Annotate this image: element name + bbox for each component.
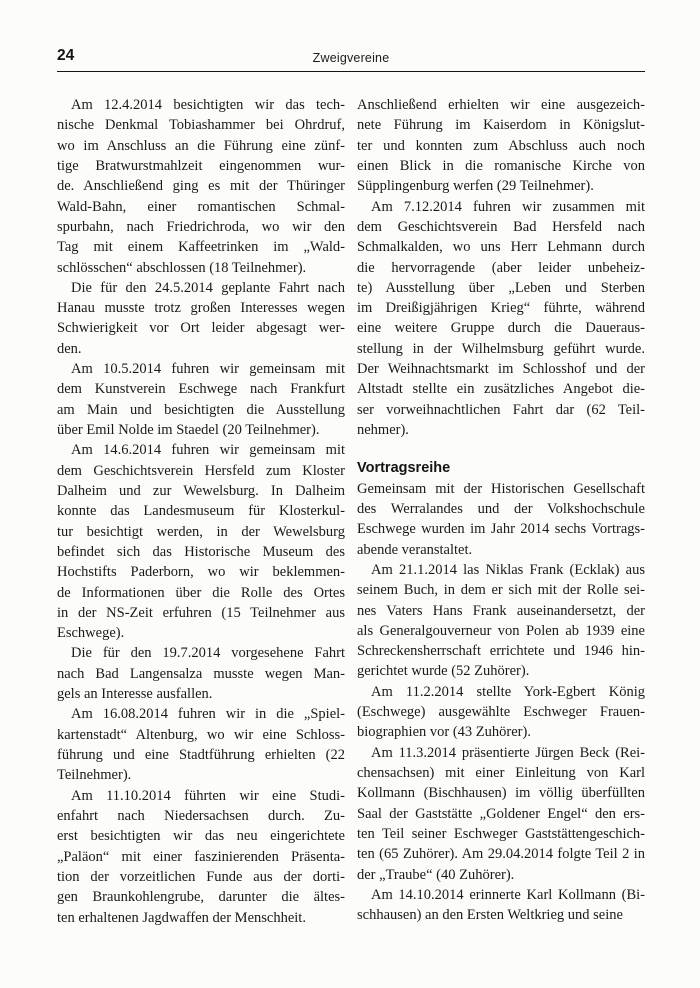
page-number: 24	[57, 47, 75, 64]
text-line: Am 16.08.2014 fuhren wir in die „Spiel-	[71, 706, 345, 723]
text-line: Am 14.6.2014 fuhren wir gemeinsam mit	[71, 442, 345, 459]
text-line: Am 11.3.2014 präsentierte Jürgen Beck (Rei-	[371, 744, 645, 761]
text-line: Der Weihnachtsmarkt im Schlosshof und der	[357, 361, 645, 378]
text-line: der „Traube“ (40 Zuhörer).	[357, 866, 515, 883]
text-line: seinem Buch, in dem er sich mit der Rolle sei-	[357, 582, 645, 599]
text-line: Die für den 19.7.2014 vorgesehene Fahrt	[71, 645, 345, 662]
text-line: den.	[57, 340, 82, 357]
text-line: Schmalkalden, wo uns Herr Lehmann durch	[357, 239, 645, 256]
text-line: Tag mit einem Kaffeetrinken im „Wald-	[57, 239, 345, 256]
text-line: Am 14.10.2014 erinnerte Karl Kollmann (Bi-	[371, 886, 645, 903]
text-line: befindet sich das Historische Museum des	[57, 543, 345, 560]
text-line: de. Anschließend ging es mit der Thüringer	[57, 178, 345, 195]
text-line: Wald-Bahn, einer romantischen Schmal-	[57, 198, 345, 215]
text-line: nach Bad Langensalza musste wegen Man-	[57, 665, 345, 682]
text-line: Schreckensherrschaft errichtete und 1946 hin-	[357, 643, 645, 660]
text-line: stellung in der Wilhelmsburg geführt wurde.	[357, 340, 645, 357]
text-line: tur besichtigt werden, in der Wewelsburg	[57, 523, 345, 540]
text-line: „Paläon“ mit einer faszinierenden Präsenta-	[57, 848, 345, 865]
page-header	[57, 47, 645, 67]
right-column	[357, 95, 645, 928]
text-line: gerichtet wurde (52 Zuhörer).	[357, 663, 530, 680]
text-line: Dalheim und zur Wewelsburg. In Dalheim	[57, 482, 345, 499]
text-line: ser vorweihnachtlichen Fahrt dar (62 Teil-	[357, 401, 645, 418]
text-line: biographien vor (43 Zuhörer).	[357, 724, 531, 741]
text-line: Am 12.4.2014 besichtigten wir das tech-	[71, 97, 345, 113]
text-line: nische Denkmal Tobiashammer bei Ohrdruf,	[57, 117, 345, 134]
text-line: wo im Anschluss an die Führung eine zünf-	[57, 137, 345, 154]
text-line: abende veranstaltet.	[357, 541, 473, 558]
text-line: te) Ausstellung über „Leben und Sterben	[357, 279, 645, 296]
text-line: tige Bratwurstmahlzeit eingenommen wur-	[57, 157, 345, 174]
text-line: Am 10.5.2014 fuhren wir gemeinsam mit	[71, 361, 345, 378]
text-line: ter und konnten zum Abschluss auch noch	[357, 137, 645, 154]
left-column	[57, 95, 345, 928]
text-line: Hanau musste trotz großen Interesses wegen	[57, 300, 345, 317]
text-line: ten (65 Zuhörer). Am 29.04.2014 folgte Teil 2 in	[357, 846, 645, 863]
header-rule	[57, 71, 645, 72]
text-line: Am 11.2.2014 stellte York-Egbert König	[371, 683, 645, 700]
text-line: Kollmann (Bischhausen) im völlig überfüllten	[357, 785, 645, 802]
text-line: des Werralandes und der Volkshochschule	[357, 500, 645, 517]
text-line: Eschwege).	[57, 625, 125, 642]
text-line: in der NS-Zeit erfuhren (15 Teilnehmer aus	[57, 604, 345, 621]
text-line: kartenstadt“ Altenburg, wo wir eine Schloss-	[57, 726, 345, 743]
running-head-title: Zweigvereine	[312, 51, 390, 65]
text-line: erst besichtigten wir das neu eingerichtete	[57, 828, 345, 845]
text-line: Gemeinsam mit der Historischen Gesellschaft	[357, 480, 645, 497]
text-line: tion der vorzeitlichen Funde aus der dorti-	[57, 868, 345, 885]
text-line: schhausen) an den Ersten Weltkrieg und seine	[357, 907, 623, 924]
text-line: Anschließend erhielten wir eine ausgezeich-	[357, 97, 645, 113]
text-line: Eschwege wurden im Jahr 2014 sechs Vortrags-	[357, 521, 645, 538]
text-line: am Main und besichtigten die Ausstellung	[57, 401, 345, 418]
text-line: Süpplingenburg werfen (29 Teilnehmer).	[357, 178, 594, 195]
text-line: als Generalgouverneur von Polen ab 1939 eine	[357, 622, 645, 639]
text-line: Saal der Gaststätte „Goldener Engel“ den ers-	[357, 805, 645, 822]
text-line: nete Führung im Kaiserdom in Königslut-	[357, 117, 645, 134]
section-gap	[357, 440, 645, 458]
text-line: Altstadt stellte ein zusätzliches Angebot die-	[357, 381, 645, 398]
text-line: die hervorragende (aber leider unbeheiz-	[357, 259, 645, 276]
text-line: Teilnehmer).	[57, 767, 132, 784]
text-line: de Informationen über die Rolle des Ortes	[57, 584, 345, 601]
text-line: einen Blick in die romanische Kirche von	[357, 157, 645, 174]
text-line: ten Teil seiner Eschweger Gaststättengeschich-	[357, 825, 645, 842]
two-column-text	[57, 95, 645, 928]
text-line: konnte das Landesmuseum für Klosterkul-	[57, 503, 345, 520]
text-line: nes Vaters Hans Frank auseinandersetzt, der	[357, 602, 645, 619]
text-line: dem Kunstverein Eschwege nach Frankfurt	[57, 381, 345, 398]
text-line: führung und eine Stadtführung erhielten (22	[57, 747, 345, 763]
text-line: Am 21.1.2014 las Niklas Frank (Ecklak) aus	[371, 561, 645, 578]
text-line: gels an Interesse ausfallen.	[57, 686, 213, 703]
text-line: eine weitere Gruppe durch die Daueraus-	[357, 320, 645, 337]
text-line: schlösschen“ abschlossen (18 Teilnehmer).	[57, 259, 307, 276]
text-line: Hochstifts Paderborn, wo wir beklemmen-	[57, 564, 345, 581]
text-line: gen Braunkohlengrube, darunter die ältes-	[57, 889, 345, 906]
text-line: dem Geschichtsverein Hersfeld zum Kloster	[57, 462, 345, 479]
text-line: dem Geschichtsverein Bad Hersfeld nach	[357, 218, 645, 235]
text-line: ten erhaltenen Jagdwaffen der Menschheit.	[57, 909, 306, 926]
text-line: Die für den 24.5.2014 geplante Fahrt nach	[71, 279, 345, 296]
text-line: über Emil Nolde im Staedel (20 Teilnehmer).	[57, 422, 320, 438]
text-line: Schwierigkeit vor Ort leider abgesagt wer-	[57, 320, 345, 337]
text-line: Am 11.10.2014 führten wir eine Studi-	[71, 787, 345, 804]
text-line: (Eschwege) ausgewählte Eschweger Frauen-	[357, 704, 645, 721]
text-line: enfahrt nach Niedersachsen durch. Zu-	[57, 807, 345, 824]
text-line: nehmer).	[357, 422, 409, 438]
text-line: Am 7.12.2014 fuhren wir zusammen mit	[371, 198, 645, 215]
text-line: spurbahn, nach Friedrichroda, wo wir den	[57, 218, 345, 235]
section-heading: Vortragsreihe	[357, 460, 451, 477]
text-line: im Dreißigjährigen Krieg“ führte, während	[357, 300, 645, 317]
text-line: chensachsen) mit einer Einleitung von Karl	[357, 765, 645, 781]
